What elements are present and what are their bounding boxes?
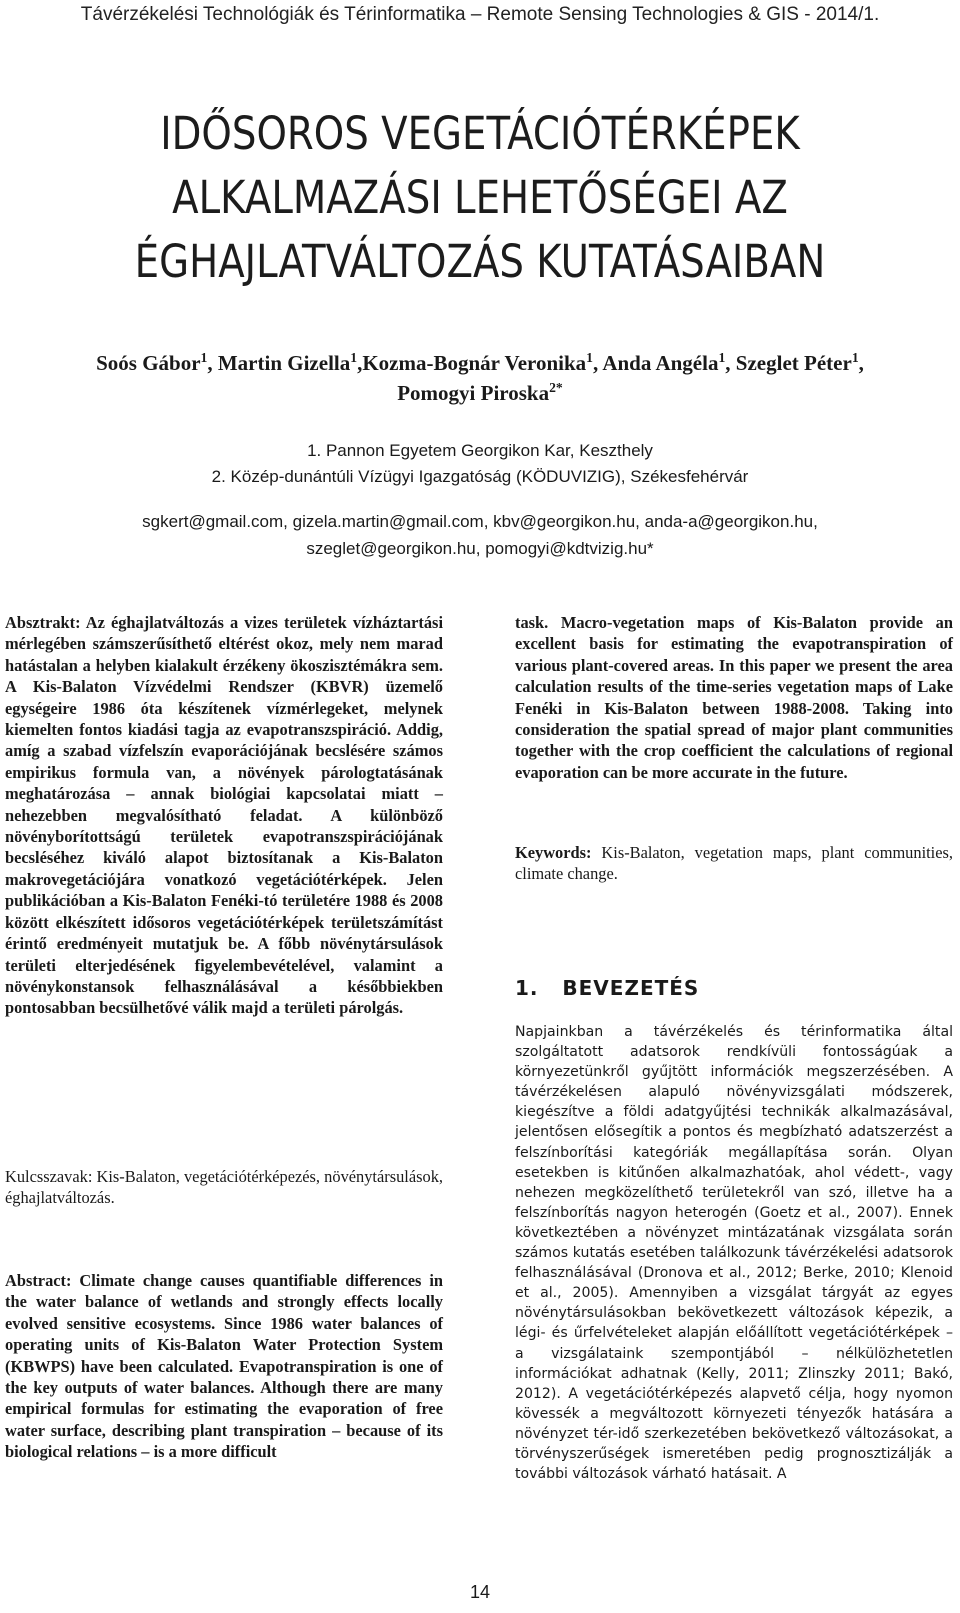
author-line-2 <box>0 378 960 408</box>
author-name: Pomogyi Piroska <box>397 381 550 405</box>
author-name: Soós Gábor <box>96 351 201 375</box>
english-keywords <box>515 842 953 885</box>
introduction-text: Napjainkban a távérzékelés és térinformatika által szolgáltatott adatsorok rendkívüli fontosságúak a környezetünkről gyűjtött információk megszerzésében. A távérzékelésen alapuló növényvizsgálati módszerek, kiegészítve a földi adatgyűjtési technikák alkalmazásával, jelentősen elősegítik a pontos és megbízható adatszerzést a felszínborítási kategóriák megállapítása során. Olyan esetekben is kitűnően alkalmazhatóak, ahol védett-, vagy nehezen megközelíthető területekről van szó, illetve ha a felszínborítás nagyon heterogén (Goetz et al., 2007). Ennek következtében a növényzet mintázatának vizsgálata során számos kutatás esetében találkozunk távérzékelési adatsorok felhasználásával (Dronova et al., 2012; Berke, 2010; Klenoid et al., 2005). Amennyiben a vizsgálat tárgyát az egyes növénytársulásokban bekövetkezett változások képezik, a légi- és űrfelvételeket alapján előállított vegetációtérképek – a vizsgálataink szempontjából – nélkülözhetetlen információkat adhatnak (Kelly, 2011; Zlinszky 2011; Bakó, 2012). A vegetációtérképezés alapvető célja, hogy nyomon kövessék a megváltozott környezeti tényezők hatására a növényzet tér-idő szerkezetében bekövetkező változásokat, a törvényszerűségek ismeretében pedig prognosztizálják a további változások várható hatásait. A <box>515 1024 953 1483</box>
author-separator: , <box>858 351 864 375</box>
affiliation-mark: 1 <box>350 350 358 365</box>
author-name: , Martin Gizella <box>207 351 351 375</box>
title-line-3: ÉGHAJLATVÁLTOZÁS KUTATÁSAIBAN <box>134 235 826 288</box>
author-list <box>0 348 960 408</box>
affiliation-mark: 2* <box>549 380 563 395</box>
keywords-label: Kulcsszavak: <box>5 1167 93 1186</box>
author-name: ,Kozma-Bognár Veronika <box>357 351 587 375</box>
paper-title <box>67 102 893 294</box>
abstract-text: Climate change causes quantifiable differences in the water balance of wetlands and strongly effects locally evolved sensitive ecosystems. Since 1986 water balances of operating units of Kis-Balaton Water Protection System (KBWPS) have been calculated. Evapotranspiration is one of the key outputs of water balances. Although there are many empirical formulas for estimating the evaporation of free water surface, describing plant transpiration – because of its biological relations – is a more difficult <box>5 1271 443 1462</box>
affiliation-1: 1. Pannon Egyetem Georgikon Kar, Keszthely <box>307 441 653 460</box>
keywords-text: Kis-Balaton, vegetation maps, plant communities, climate change. <box>515 843 953 884</box>
abstract-label: Abstract: <box>5 1271 72 1290</box>
email-line-1: sgkert@gmail.com, gizela.martin@gmail.com, kbv@georgikon.hu, anda-a@georgikon.hu, <box>142 512 818 531</box>
section-heading: 1. BEVEZETÉS <box>515 976 700 1000</box>
page-number: 14 <box>469 1582 491 1602</box>
affiliation-mark: 1 <box>586 350 593 365</box>
hungarian-abstract <box>5 612 443 1019</box>
email-list <box>0 508 960 562</box>
author-name: , Anda Angéla <box>593 351 719 375</box>
running-header: Távérzékelési Technológiák és Térinformatika – Remote Sensing Technologies & GIS - 2014/1. <box>80 4 880 25</box>
author-name: , Szeglet Péter <box>725 351 852 375</box>
abstract-text: task. Macro-vegetation maps of Kis-Balaton provide an excellent basis for estimating the evapotranspiration of various plant-covered areas. In this paper we present the area calculation results of the time-series vegetation maps of Lake Fenéki in Kis-Balaton between 1988-2008. Taking into consideration the spatial spread of major plant communities together with the crop coefficient the calculations of regional evaporation can be more accurate in the future. <box>515 613 953 782</box>
affiliation-mark: 1 <box>718 350 726 365</box>
keywords-label: Keywords: <box>515 843 592 862</box>
english-abstract-part-1 <box>5 1270 443 1463</box>
author-line-1 <box>0 348 960 378</box>
affiliations <box>0 438 960 490</box>
keywords-text: Kis-Balaton, vegetációtérképezés, növénytársulások, éghajlatváltozás. <box>5 1167 443 1208</box>
english-abstract-part-2 <box>515 612 953 783</box>
abstract-label: Absztrakt: <box>5 613 81 632</box>
hungarian-keywords <box>5 1166 443 1209</box>
abstract-text: Az éghajlatváltozás a vizes területek vízháztartási mérlegében számszerűsíthető eltérést okoz, mely nem marad hatástalan a helyben kialakult érzékeny ökoszisztémákra sem. A Kis-Balaton Vízvédelmi Rendszer (KBVR) üzemelő egységeire 1986 óta készítenek vízmérlegeket, melynek kiemelten fontos kiadási tagja az evapotranszspiráció. Addig, amíg a szabad vízfelszín evaporációjának becslésére számos empirikus formula van, a növények párologtatásának meghatározása – annak biológiai kapcsolatai miatt – nehezebben megvalósítható feladat. A különböző növényborítottságú területek evapotranszspirációjának becsléséhez kiváló alapot biztosítanak a Kis-Balaton makrovegetációjára vonatkozó vegetációtérképek. Jelen publikációban a Kis-Balaton Fenéki-tó területére 1988 és 2008 között elkészített idősoros vegetációtérképek területszámítást érintő eredményeit mutatjuk be. A főbb növénytársulások területi elterjedésének figyelembevételével, valamint a növénykonstansok felhasználásával a későbbiekben pontosabban becsülhetővé válik majd a területi párolgás. <box>5 613 443 1018</box>
title-line-2: ALKALMAZÁSI LEHETŐSÉGEI AZ <box>172 171 788 224</box>
affiliation-mark: 1 <box>200 350 208 365</box>
email-line-2: szeglet@georgikon.hu, pomogyi@kdtvizig.hu* <box>306 539 654 558</box>
affiliation-mark: 1 <box>851 350 859 365</box>
affiliation-2: 2. Közép-dunántúli Vízügyi Igazgatóság (KÖDUVIZIG), Székesfehérvár <box>211 467 749 486</box>
title-line-1: IDŐSOROS VEGETÁCIÓTÉRKÉPEK <box>160 107 800 160</box>
